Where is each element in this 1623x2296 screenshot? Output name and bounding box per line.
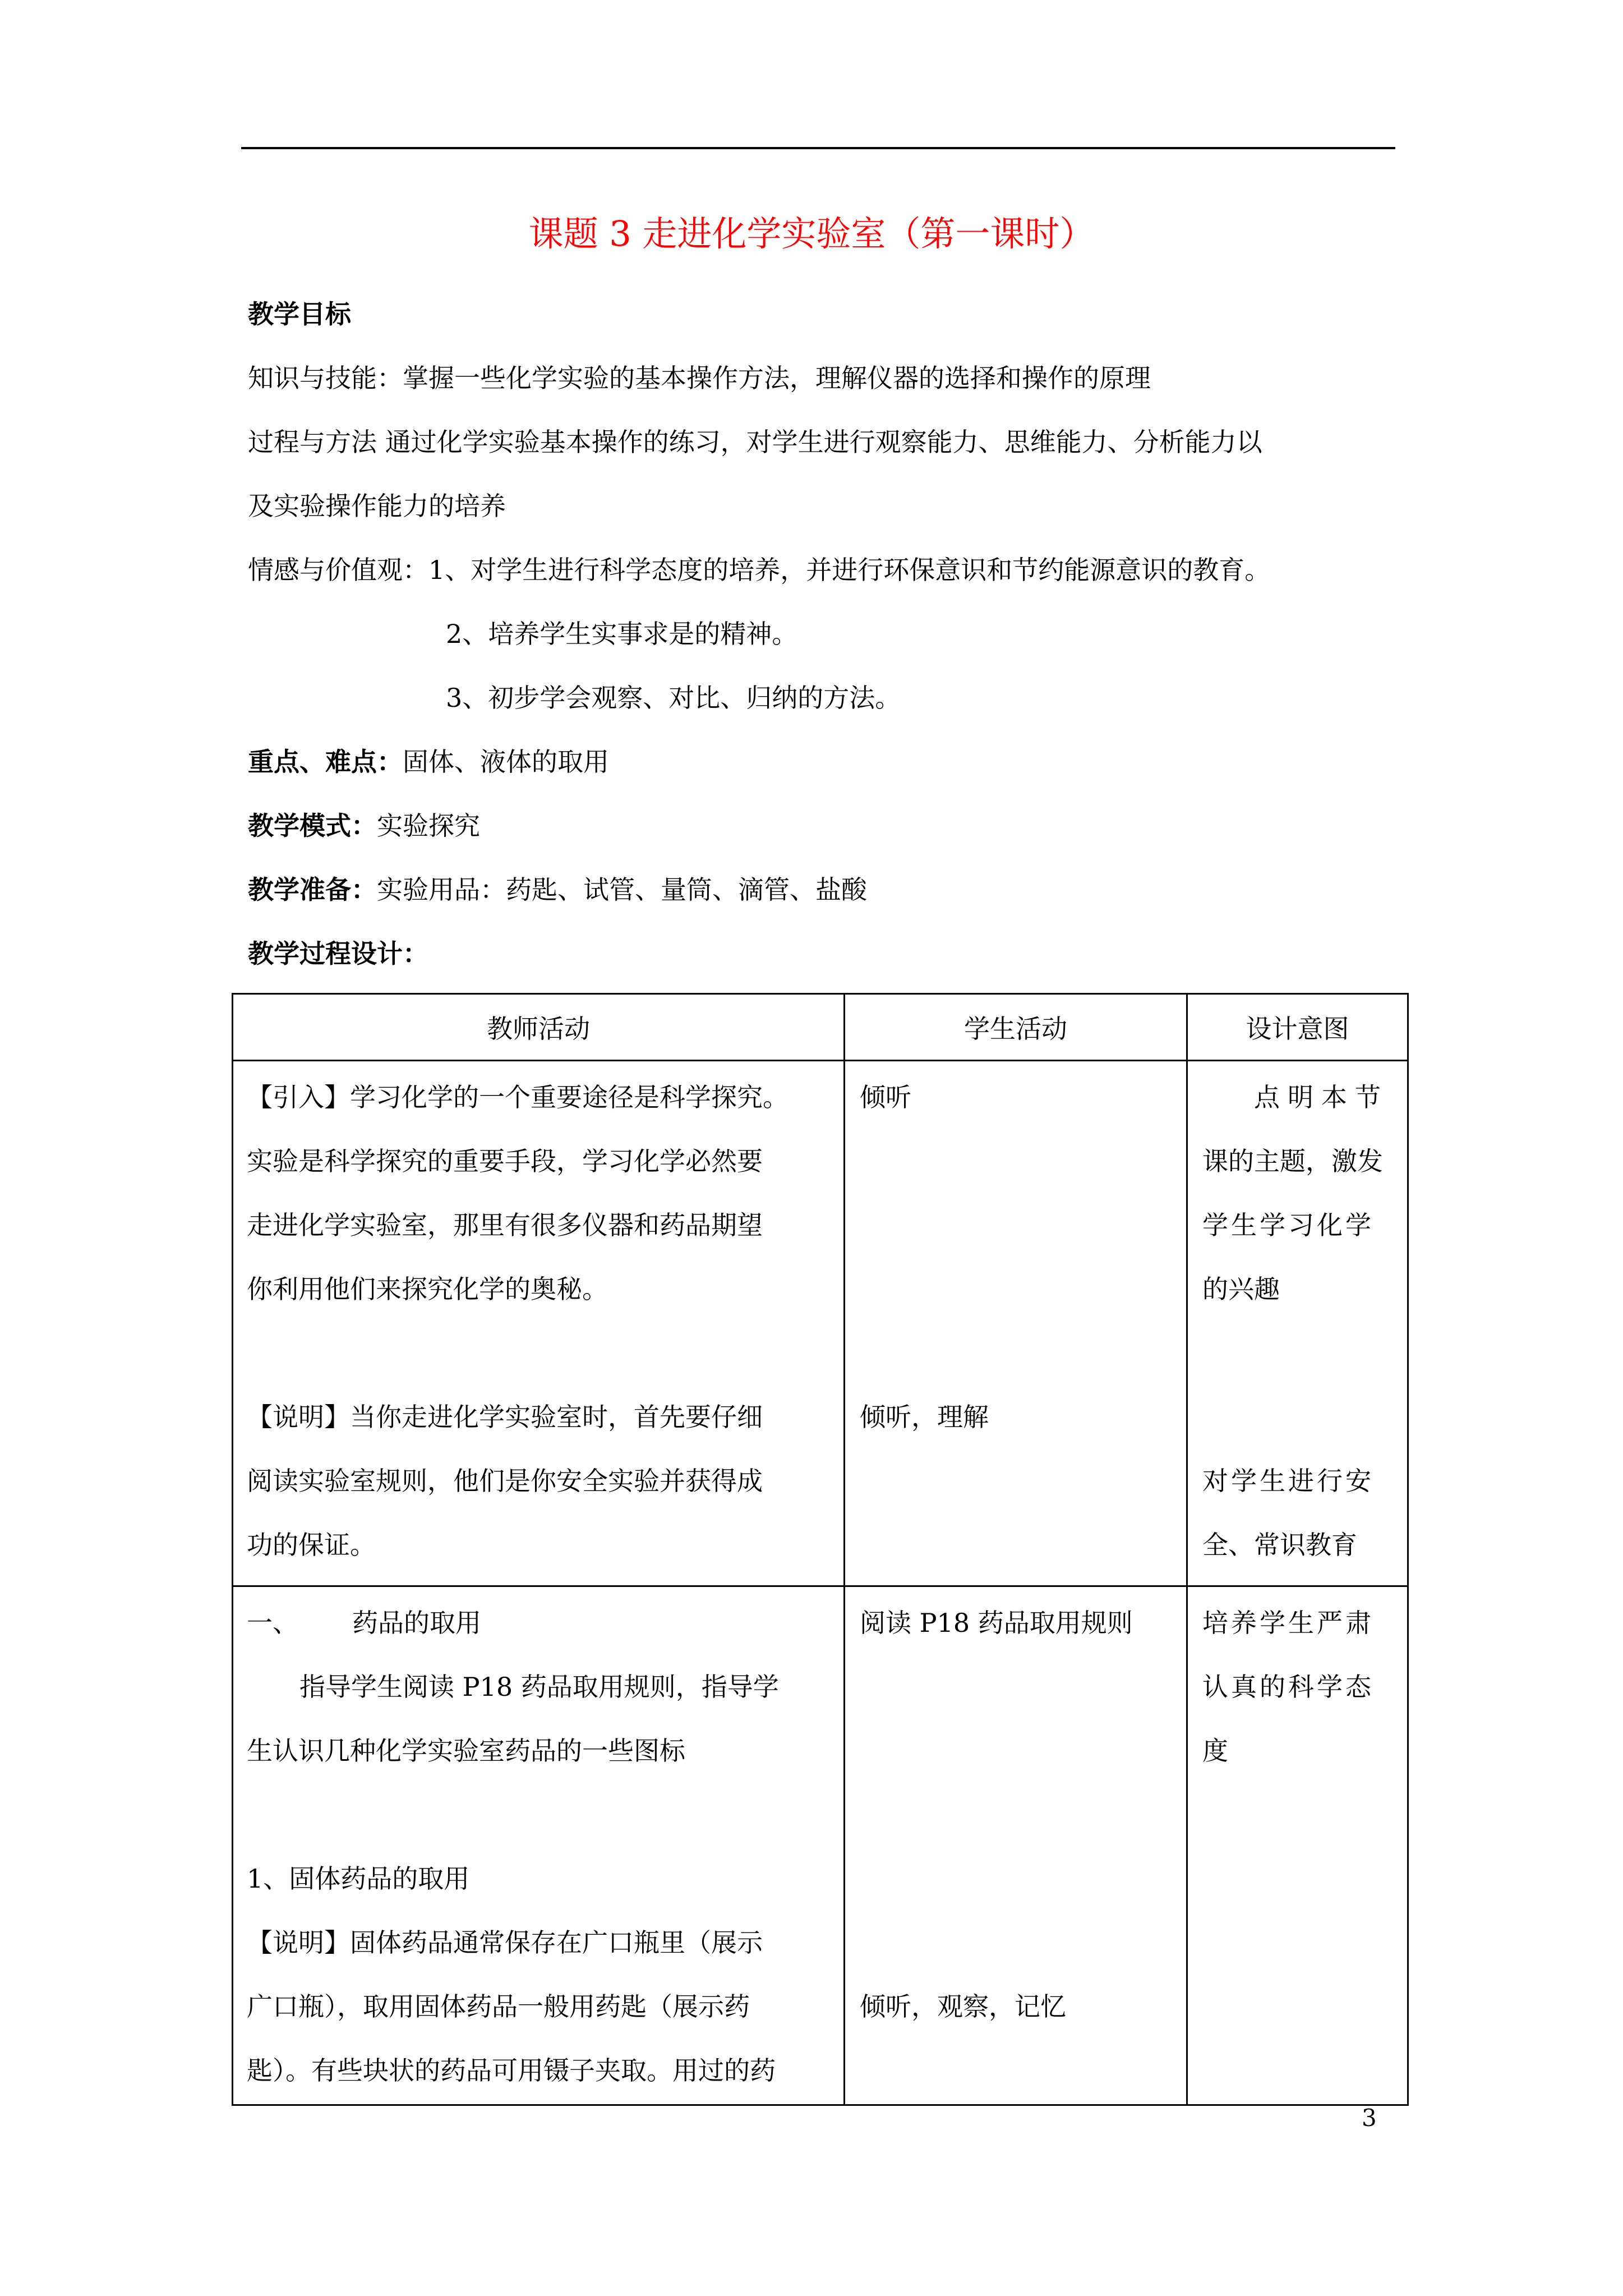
row2-teacher-line: 一、 — [247, 1608, 298, 1638]
objective-process-line1: 过程与方法 通过化学实验基本操作的练习，对学生进行观察能力、思维能力、分析能力以 — [248, 427, 1262, 457]
header-rule — [241, 147, 1395, 149]
row1-intent-line: 的兴趣 — [1202, 1274, 1280, 1304]
row2-teacher-cell — [233, 1586, 845, 2105]
row2-teacher-line: 【说明】固体药品通常保存在广口瓶里（展示 — [247, 1927, 763, 1958]
header-design-intent: 设计意图 — [1187, 994, 1408, 1061]
row1-intent-line: 学生学习化学 — [1202, 1210, 1374, 1240]
row2-intent-cell — [1187, 1586, 1408, 2105]
table-row — [233, 1061, 1408, 1586]
key-points: 重点、难点：固体、液体的取用 — [248, 747, 609, 777]
row1-intent-line: 课的主题，激发 — [1202, 1146, 1383, 1176]
header-student-activity: 学生活动 — [845, 994, 1187, 1061]
row2-intent-line: 认真的科学态 — [1202, 1672, 1374, 1702]
row1-teacher-line: 阅读实验室规则，他们是你安全实验并获得成 — [247, 1466, 763, 1496]
row1-teacher-line: 功的保证。 — [247, 1530, 376, 1560]
row1-student-line: 倾听 — [860, 1082, 911, 1112]
row2-teacher-line: 生认识几种化学实验室药品的一些图标 — [247, 1736, 685, 1766]
row1-teacher-line: 你利用他们来探究化学的奥秘。 — [247, 1274, 608, 1304]
row1-teacher-line: 【引入】学习化学的一个重要途径是科学探究。 — [247, 1082, 789, 1112]
row2-teacher-line: 指导学生阅读 P18 药品取用规则，指导学 — [299, 1672, 779, 1702]
row1-intent-line: 点明本节 — [1254, 1082, 1389, 1112]
row2-student-line: 阅读 P18 药品取用规则 — [860, 1608, 1133, 1638]
row2-intent-line: 培养学生严肃 — [1202, 1608, 1374, 1638]
row1-intent-line: 全、常识教育 — [1202, 1530, 1357, 1560]
row2-student-line: 倾听，观察，记忆 — [860, 1991, 1066, 2022]
row1-teacher-line: 走进化学实验室，那里有很多仪器和药品期望 — [247, 1210, 763, 1240]
row1-intent-line: 对学生进行安 — [1202, 1466, 1374, 1496]
row1-teacher-cell — [233, 1061, 845, 1586]
row1-student-line: 倾听，理解 — [860, 1402, 989, 1432]
row1-teacher-line: 【说明】当你走进化学实验室时，首先要仔细 — [247, 1402, 763, 1432]
process-heading: 教学过程设计： — [248, 938, 428, 969]
objective-emotion-1: 情感与价值观：1、对学生进行科学态度的培养，并进行环保意识和节约能源意识的教育。 — [248, 555, 1271, 585]
row2-intent-line: 度 — [1202, 1736, 1228, 1766]
lesson-process-table — [232, 993, 1409, 2106]
page-number: 3 — [1362, 2104, 1377, 2132]
row2-teacher-line: 1、固体药品的取用 — [247, 1864, 470, 1894]
table-header-row — [233, 994, 1408, 1061]
teaching-mode: 教学模式：实验探究 — [248, 811, 480, 841]
row1-teacher-line: 实验是科学探究的重要手段，学习化学必然要 — [247, 1146, 763, 1176]
header-teacher-activity: 教师活动 — [233, 994, 845, 1061]
row2-student-cell — [845, 1586, 1187, 2105]
lesson-title: 课题 3 走进化学实验室（第一课时） — [528, 213, 1095, 254]
objective-emotion-2: 2、培养学生实事求是的精神。 — [446, 619, 798, 649]
row1-intent-cell — [1187, 1061, 1408, 1586]
row2-teacher-line: 广口瓶），取用固体药品一般用药匙（展示药 — [247, 1991, 750, 2022]
objective-knowledge: 知识与技能：掌握一些化学实验的基本操作方法，理解仪器的选择和操作的原理 — [248, 363, 1151, 393]
objectives-heading: 教学目标 — [248, 299, 351, 329]
row1-student-cell — [845, 1061, 1187, 1586]
teaching-preparation: 教学准备：实验用品：药匙、试管、量筒、滴管、盐酸 — [248, 875, 867, 905]
row2-teacher-line: 药品的取用 — [352, 1608, 481, 1638]
table-row — [233, 1586, 1408, 2105]
objective-process-line2: 及实验操作能力的培养 — [248, 491, 506, 521]
row2-teacher-line: 匙）。有些块状的药品可用镊子夹取。用过的药 — [247, 2055, 776, 2086]
objective-emotion-3: 3、初步学会观察、对比、归纳的方法。 — [446, 683, 901, 713]
